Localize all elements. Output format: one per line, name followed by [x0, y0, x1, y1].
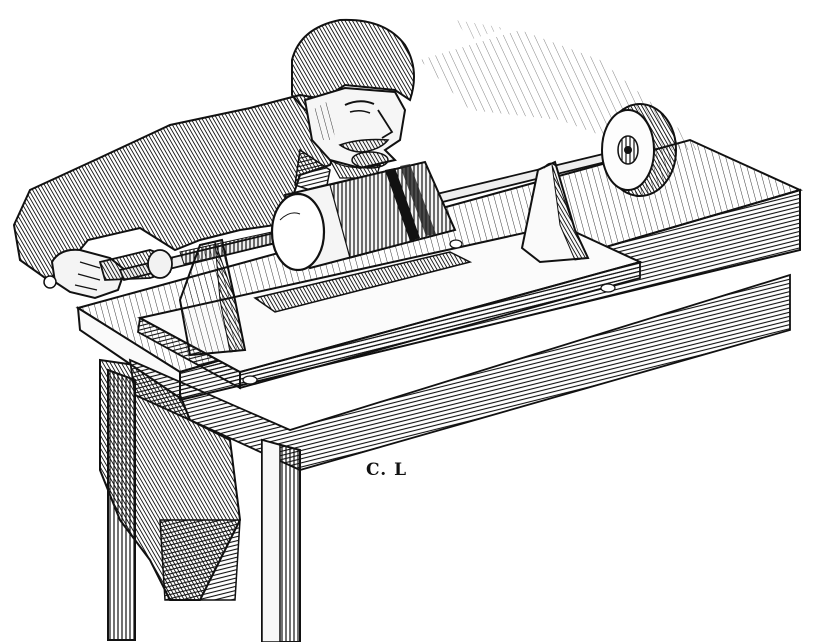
crank-handle[interactable]	[100, 250, 172, 280]
table-leg-left	[108, 370, 135, 640]
artist-signature: C. L	[366, 460, 408, 480]
flywheel	[602, 104, 676, 196]
